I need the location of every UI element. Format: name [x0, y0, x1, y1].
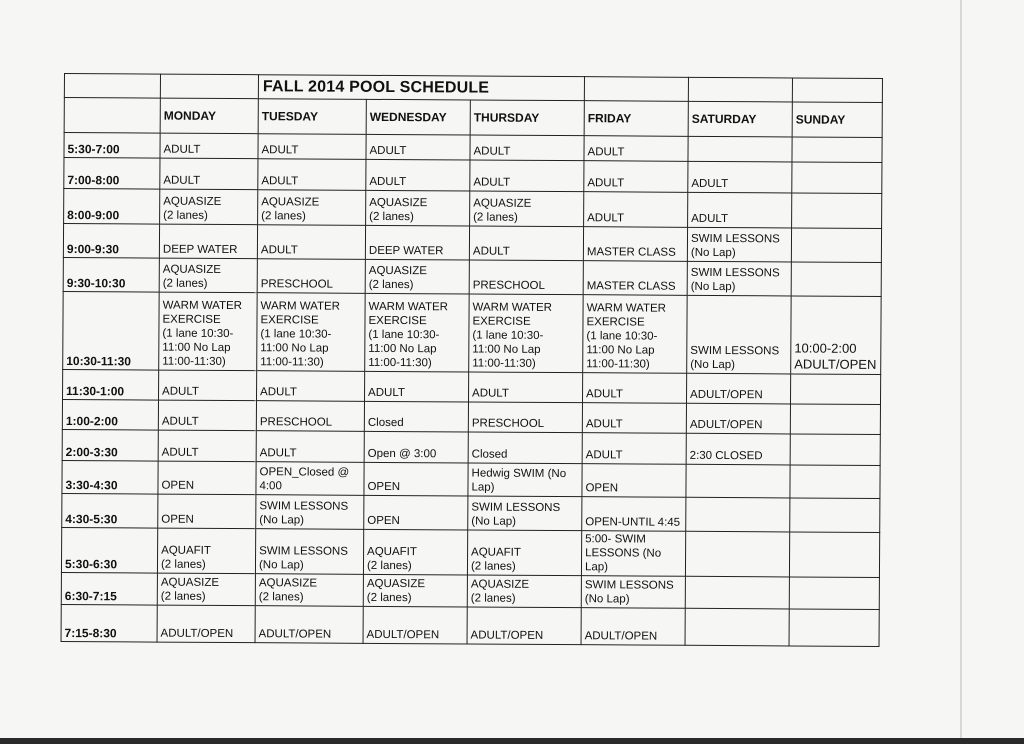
- schedule-cell: Closed: [468, 432, 582, 464]
- schedule-cell: ADULT: [470, 135, 584, 161]
- time-slot: 2:00-3:30: [62, 429, 158, 461]
- schedule-cell: ADULT: [584, 161, 688, 193]
- table-row: [63, 369, 881, 404]
- schedule-cell: OPEN-UNTIL 4:45: [582, 497, 686, 532]
- schedule-cell: AQUASIZE (2 lanes): [365, 259, 469, 294]
- schedule-cell: [790, 465, 880, 499]
- schedule-cell: ADULT: [257, 371, 365, 402]
- schedule-cell: [790, 434, 880, 466]
- schedule-cell: ADULT: [688, 192, 792, 228]
- schedule-cell: ADULT: [159, 370, 257, 401]
- schedule-cell: ADULT: [258, 134, 366, 160]
- time-slot: 7:15-8:30: [61, 604, 157, 642]
- schedule-cell: ADULT: [256, 431, 364, 463]
- pool-schedule-table: [61, 73, 883, 647]
- day-header-tuesday: TUESDAY: [258, 99, 366, 135]
- schedule-cell: SWIM LESSONS (No Lap): [468, 496, 582, 531]
- schedule-cell: SWIM LESSONS (No Lap): [581, 576, 685, 609]
- schedule-cell: AQUASIZE (2 lanes): [255, 574, 363, 607]
- schedule-cell: [685, 608, 789, 646]
- day-header-sunday: SUNDAY: [792, 102, 882, 138]
- schedule-cell: SWIM LESSONS (No Lap): [687, 261, 791, 296]
- schedule-title: FALL 2014 POOL SCHEDULE: [258, 75, 584, 101]
- title-spacer-friday: [584, 77, 688, 102]
- schedule-cell: PRESCHOOL: [257, 259, 365, 294]
- schedule-cell: AQUASIZE (2 lanes): [258, 190, 366, 226]
- day-header-thursday: THURSDAY: [470, 100, 584, 136]
- schedule-cell: 2:30 CLOSED: [686, 433, 790, 465]
- schedule-cell: [792, 137, 882, 163]
- schedule-cell: PRESCHOOL: [468, 402, 582, 433]
- schedule-cell: ADULT: [583, 373, 687, 404]
- schedule-cell: [688, 136, 792, 162]
- schedule-cell: ADULT: [158, 430, 256, 462]
- schedule-cell: PRESCHOOL: [469, 260, 583, 295]
- day-header-row: [64, 98, 882, 138]
- corner-cell-top: [64, 74, 160, 99]
- day-header-wednesday: WEDNESDAY: [366, 99, 470, 135]
- schedule-cell: ADULT: [160, 133, 258, 159]
- table-row: [63, 291, 881, 374]
- time-slot: 7:00-8:00: [64, 158, 160, 190]
- schedule-cell: Hedwig SWIM (No Lap): [468, 463, 582, 497]
- schedule-cell: [791, 228, 881, 263]
- schedule-cell: WARM WATER EXERCISE (1 lane 10:30- 11:00 No Lap 11:00-11:30): [365, 293, 469, 372]
- schedule-cell: [686, 464, 790, 498]
- schedule-cell: DEEP WATER: [365, 225, 469, 260]
- schedule-cell: ADULT: [584, 136, 688, 162]
- schedule-cell: ADULT: [158, 400, 256, 431]
- schedule-cell: AQUASIZE (2 lanes): [157, 573, 255, 606]
- schedule-cell: [791, 262, 881, 297]
- schedule-cell: OPEN: [582, 464, 686, 498]
- schedule-cell: ADULT: [366, 134, 470, 160]
- time-slot: 9:00-9:30: [63, 224, 159, 259]
- schedule-cell: Open @ 3:00: [364, 431, 468, 463]
- time-slot: 4:30-5:30: [62, 493, 158, 528]
- schedule-cell: AQUASIZE (2 lanes): [159, 258, 257, 293]
- schedule-cell: 10:00-2:00 ADULT/OPEN: [791, 296, 881, 375]
- corner-cell: [64, 98, 160, 134]
- table-row: [61, 527, 879, 577]
- title-spacer-sunday: [792, 78, 882, 103]
- time-slot: 3:30-4:30: [62, 460, 158, 494]
- schedule-cell: [790, 404, 880, 435]
- schedule-cell: ADULT: [160, 158, 258, 190]
- schedule-cell: ADULT: [469, 226, 583, 261]
- schedule-cell: ADULT/OPEN: [467, 607, 581, 645]
- table-row: [62, 399, 880, 434]
- schedule-cell: ADULT: [257, 225, 365, 260]
- schedule-cell: OPEN: [364, 495, 468, 530]
- table-row: [64, 158, 882, 194]
- schedule-cell: OPEN_Closed @ 4:00: [256, 462, 364, 496]
- day-header-friday: FRIDAY: [584, 101, 688, 137]
- schedule-cell: AQUASIZE (2 lanes): [470, 191, 584, 227]
- time-slot: 5:30-6:30: [61, 527, 157, 573]
- table-row: [64, 189, 882, 229]
- schedule-cell: ADULT: [582, 403, 686, 434]
- schedule-cell: AQUASIZE (2 lanes): [366, 190, 470, 226]
- time-slot: 8:00-9:00: [64, 189, 160, 225]
- day-header-saturday: SATURDAY: [688, 101, 792, 137]
- schedule-cell: SWIM LESSONS (No Lap): [687, 227, 791, 262]
- time-slot: 11:30-1:00: [63, 369, 159, 400]
- schedule-cell: [789, 577, 879, 610]
- schedule-cell: SWIM LESSONS (No Lap): [687, 295, 791, 374]
- table-row: [62, 429, 880, 465]
- schedule-cell: ADULT/OPEN: [581, 608, 685, 646]
- day-header-monday: MONDAY: [160, 98, 258, 134]
- table-row: [61, 604, 879, 646]
- schedule-cell: AQUAFIT (2 lanes): [157, 528, 255, 574]
- schedule-cell: ADULT: [366, 159, 470, 191]
- schedule-cell: [792, 193, 882, 229]
- schedule-cell: AQUASIZE (2 lanes): [363, 574, 467, 607]
- schedule-cell: WARM WATER EXERCISE (1 lane 10:30- 11:00 No Lap 11:00-11:30): [583, 295, 687, 374]
- schedule-cell: WARM WATER EXERCISE (1 lane 10:30- 11:00 No Lap 11:00-11:30): [257, 293, 365, 372]
- schedule-cell: ADULT/OPEN: [686, 403, 790, 434]
- schedule-cell: [685, 576, 789, 609]
- schedule-cell: [792, 162, 882, 194]
- schedule-cell: ADULT: [582, 433, 686, 465]
- schedule-cell: [791, 374, 881, 405]
- schedule-cell: ADULT: [470, 160, 584, 192]
- schedule-cell: [789, 609, 879, 647]
- table-row: [62, 493, 880, 532]
- time-slot: 1:00-2:00: [62, 399, 158, 430]
- schedule-cell: ADULT: [364, 371, 468, 402]
- schedule-cell: [685, 531, 789, 577]
- time-slot: 9:30-10:30: [63, 257, 159, 292]
- schedule-cell: OPEN: [158, 461, 256, 495]
- table-row: [63, 224, 881, 263]
- time-slot: 6:30-7:15: [61, 572, 157, 605]
- page-bottom-edge: [0, 738, 1024, 744]
- schedule-cell: SWIM LESSONS (No Lap): [255, 529, 363, 575]
- time-slot: 10:30-11:30: [63, 291, 159, 370]
- schedule-cell: ADULT/OPEN: [687, 373, 791, 404]
- schedule-cell: [790, 498, 880, 533]
- schedule-cell: AQUAFIT (2 lanes): [467, 530, 581, 576]
- schedule-cell: [686, 497, 790, 532]
- schedule-cell: ADULT: [468, 372, 582, 403]
- schedule-cell: PRESCHOOL: [256, 401, 364, 432]
- schedule-cell: AQUASIZE (2 lanes): [467, 575, 581, 608]
- page-edge-line: [960, 0, 962, 744]
- schedule-cell: ADULT: [258, 159, 366, 191]
- schedule-cell: WARM WATER EXERCISE (1 lane 10:30- 11:00 No Lap 11:00-11:30): [469, 294, 583, 373]
- schedule-cell: WARM WATER EXERCISE (1 lane 10:30- 11:00 No Lap 11:00-11:30): [159, 292, 257, 371]
- title-spacer-saturday: [688, 77, 792, 102]
- schedule-cell: ADULT/OPEN: [157, 605, 255, 643]
- schedule-cell: ADULT: [688, 161, 792, 193]
- schedule-cell: ADULT: [584, 192, 688, 228]
- schedule-cell: AQUAFIT (2 lanes): [363, 529, 467, 575]
- time-slot: 5:30-7:00: [64, 133, 160, 159]
- schedule-cell: OPEN: [364, 462, 468, 496]
- schedule-cell: [789, 532, 879, 578]
- table-row: [63, 257, 881, 296]
- schedule-cell: OPEN: [158, 494, 256, 529]
- table-row: [61, 572, 879, 609]
- schedule-cell: 5:00- SWIM LESSONS (No Lap): [581, 531, 685, 577]
- schedule-cell: Closed: [364, 401, 468, 432]
- schedule-cell: SWIM LESSONS (No Lap): [256, 495, 364, 530]
- schedule-cell: ADULT/OPEN: [363, 606, 467, 644]
- schedule-cell: DEEP WATER: [159, 224, 257, 259]
- table-row: [62, 460, 880, 498]
- schedule-cell: ADULT/OPEN: [255, 606, 363, 644]
- schedule-cell: AQUASIZE (2 lanes): [160, 189, 258, 225]
- title-spacer-monday: [160, 74, 258, 99]
- schedule-cell: MASTER CLASS: [583, 227, 687, 262]
- schedule-cell: MASTER CLASS: [583, 261, 687, 296]
